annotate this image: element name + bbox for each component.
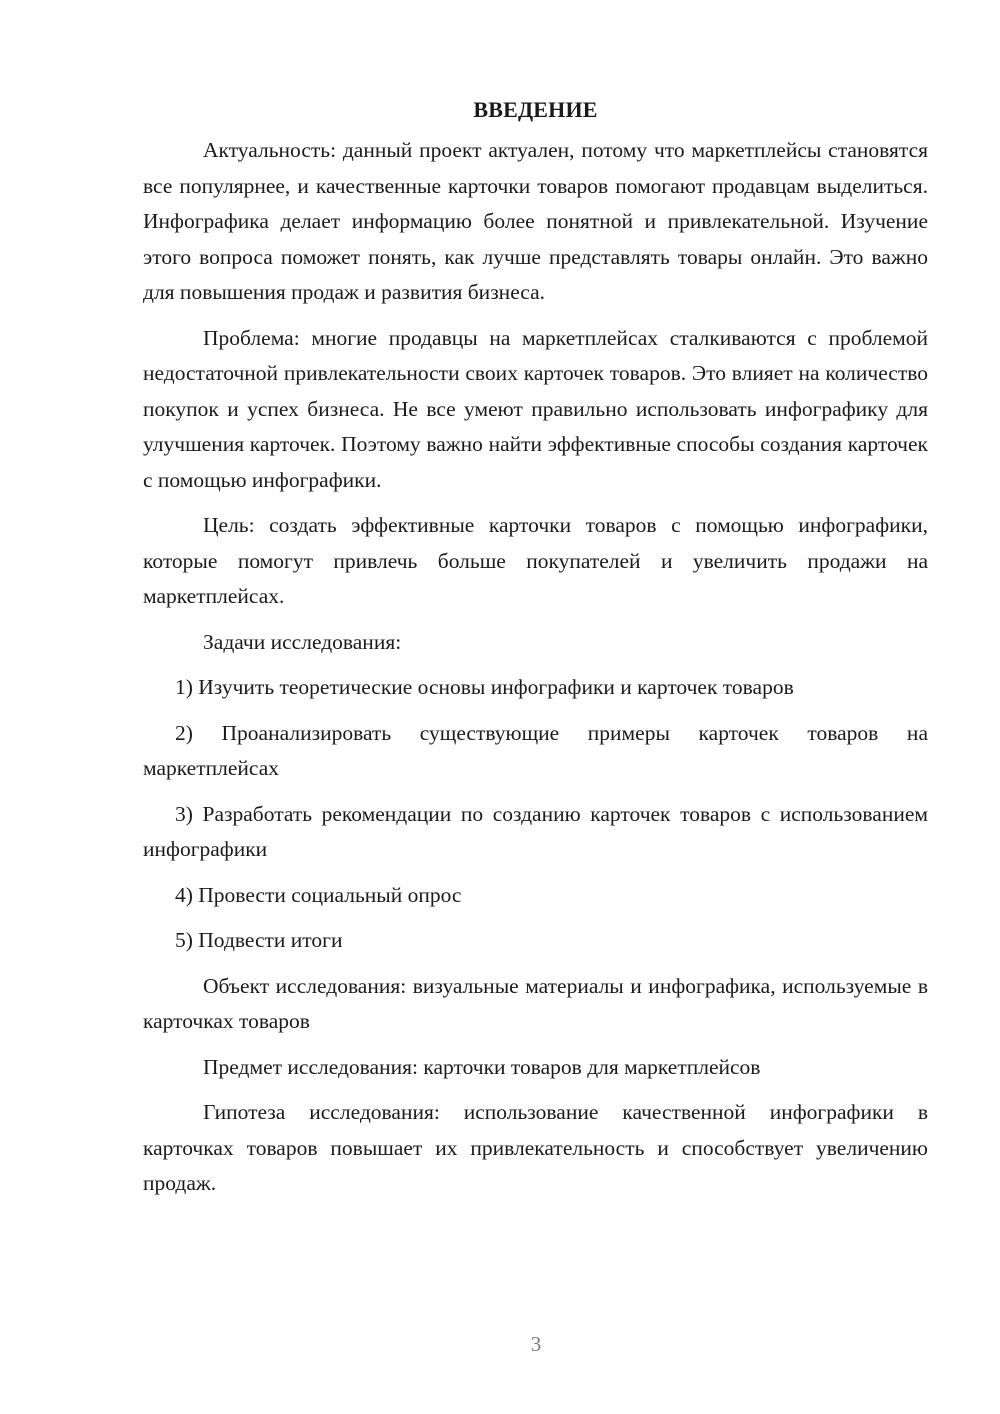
task-list-item: 1) Изучить теоретические основы инфографики и карточек товаров <box>175 675 794 699</box>
task-list-item: 5) Подвести итоги <box>175 928 343 952</box>
task-list-item: 3) Разработать рекомендации по созданию карточек товаров с использованием инфографики <box>143 801 928 861</box>
task-list-item: 4) Провести социальный опрос <box>175 882 462 907</box>
task-list-item: 2) Проанализировать существующие примеры карточек товаров на маркетплейсах <box>143 720 928 780</box>
document-body <box>143 88 928 1202</box>
paragraph-subject: Предмет исследования: карточки товаров для маркетплейсов <box>203 1054 761 1079</box>
page-number: 3 <box>530 1332 542 1356</box>
paragraph-problem: Проблема: многие продавцы на маркетплейсах сталкиваются с проблемой недостаточной привлекательности своих карточек товаров. Это влияет на количество покупок и успех бизнеса. Не все умеют правильно использовать инфографику для улучшения карточек. Поэтому важно найти эффективные способы создания карточек с помощью инфографики. <box>143 325 928 492</box>
paragraph-relevance: Актуальность: данный проект актуален, потому что маркетплейсы становятся все популярнее, и качественные карточки товаров помогают продавцам выделиться. Инфографика делает информацию более понятной и привлекательной. Изучение этого вопроса поможет понять, как лучше представлять товары онлайн. Это важно для повышения продаж и развития бизнеса. <box>143 138 928 304</box>
paragraph-hypothesis: Гипотеза исследования: использование качественной инфографики в карточках товаров повышает их привлекательность и способствует увеличению продаж. <box>143 1100 928 1195</box>
section-title: ВВЕДЕНИЕ <box>473 97 598 122</box>
paragraph-object: Объект исследования: визуальные материалы и инфографика, используемые в карточках товаров <box>143 973 928 1033</box>
paragraph-goal: Цель: создать эффективные карточки товаров с помощью инфографики, которые помогут привлечь больше покупателей и увеличить продажи на маркетплейсах. <box>143 513 928 608</box>
paragraph-tasks-heading: Задачи исследования: <box>203 629 402 654</box>
